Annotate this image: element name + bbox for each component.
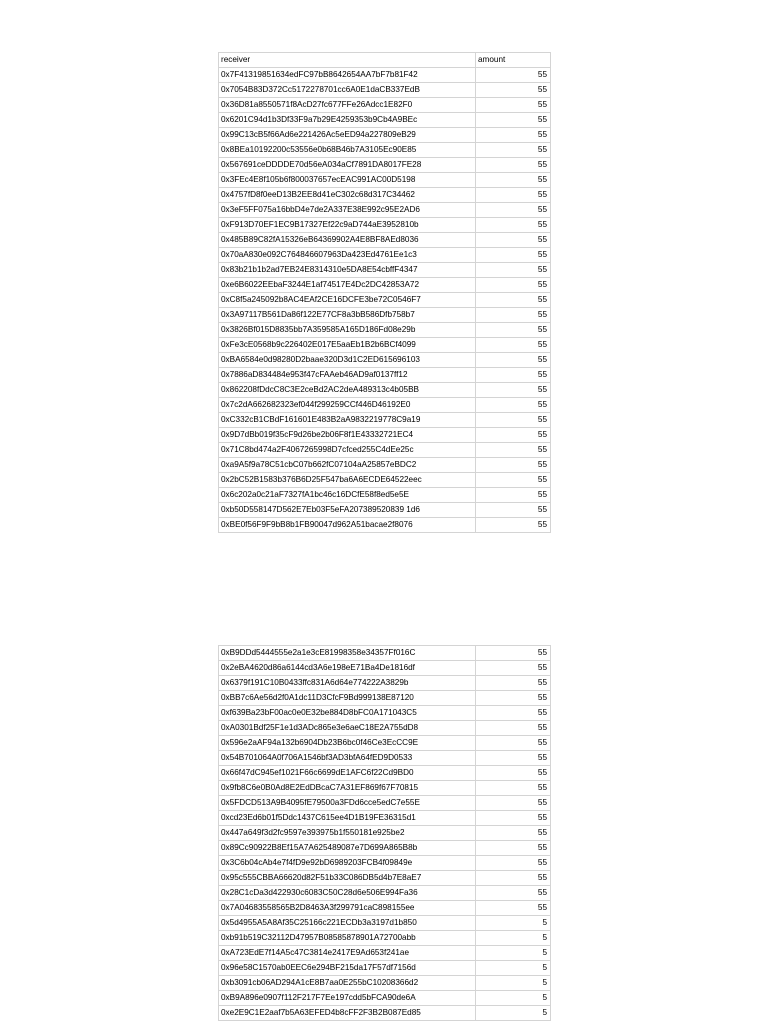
table-row — [219, 946, 551, 961]
receiver-cell[interactable]: 0x485B89C82fA15326eB64369902A4E8BF8AEd8036 — [219, 233, 476, 248]
receiver-cell[interactable]: 0xb50D558147D562E7Eb03F5eFA207389520839 1d6 — [219, 503, 476, 518]
amount-cell[interactable]: 55 — [476, 128, 551, 143]
table-row — [219, 736, 551, 751]
amount-cell[interactable]: 55 — [476, 98, 551, 113]
table-row — [219, 143, 551, 158]
table-row — [219, 278, 551, 293]
receiver-cell[interactable]: 0x66f47dC945ef1021F66c6699dE1AFC6f22Cd9BD0 — [219, 766, 476, 781]
receiver-table-top — [218, 52, 551, 533]
table-row — [219, 706, 551, 721]
table-row — [219, 661, 551, 676]
amount-cell[interactable]: 55 — [476, 158, 551, 173]
amount-cell[interactable]: 5 — [476, 931, 551, 946]
receiver-cell[interactable]: 0x3eF5FF075a16bbD4e7de2A337E38E992c95E2AD6 — [219, 203, 476, 218]
amount-cell[interactable]: 55 — [476, 691, 551, 706]
receiver-cell[interactable]: 0x3826Bf015D8835bb7A359585A165D186Fd08e29b — [219, 323, 476, 338]
table-row — [219, 871, 551, 886]
amount-cell[interactable]: 55 — [476, 736, 551, 751]
receiver-cell[interactable]: 0xe6B6022EEbaF3244E1af74517E4Dc2DC42853A72 — [219, 278, 476, 293]
table-row — [219, 473, 551, 488]
amount-cell[interactable]: 55 — [476, 113, 551, 128]
receiver-cell[interactable]: 0xFe3cE0568b9c226402E017E5aaEb1B2b6BCf4099 — [219, 338, 476, 353]
amount-cell[interactable]: 55 — [476, 826, 551, 841]
amount-cell[interactable]: 5 — [476, 991, 551, 1006]
receiver-cell[interactable]: 0x54B701064A0f706A1546bf3AD3bfA64fED9D0533 — [219, 751, 476, 766]
table-row — [219, 841, 551, 856]
receiver-cell[interactable]: 0xb3091cb06AD294A1cE8B7aa0E255bC10208366d2 — [219, 976, 476, 991]
amount-cell[interactable]: 55 — [476, 443, 551, 458]
receiver-cell[interactable]: 0xf639Ba23bF00ac0e0E32be884D8bFC0A171043C5 — [219, 706, 476, 721]
table-row — [219, 128, 551, 143]
receiver-cell[interactable]: 0x2bC52B1583b376B6D25F547ba6A6ECDE64522eec — [219, 473, 476, 488]
amount-cell[interactable]: 55 — [476, 173, 551, 188]
table-row — [219, 503, 551, 518]
amount-cell[interactable]: 55 — [476, 278, 551, 293]
receiver-cell[interactable]: 0x8BEa10192200c53556e0b68B46b7A3105Ec90E85 — [219, 143, 476, 158]
table-row — [219, 646, 551, 661]
table-row — [219, 68, 551, 83]
amount-cell[interactable]: 55 — [476, 676, 551, 691]
amount-cell[interactable]: 55 — [476, 233, 551, 248]
amount-cell[interactable]: 55 — [476, 751, 551, 766]
receiver-cell[interactable]: 0x71C8bd474a2F4067265998D7cfced255C4dEe25c — [219, 443, 476, 458]
amount-cell[interactable]: 55 — [476, 293, 551, 308]
receiver-cell[interactable]: 0xBA6584e0d98280D2baae320D3d1C2ED615696103 — [219, 353, 476, 368]
table-row — [219, 901, 551, 916]
table-row — [219, 173, 551, 188]
amount-cell[interactable]: 55 — [476, 308, 551, 323]
amount-cell[interactable]: 55 — [476, 518, 551, 533]
receiver-cell[interactable]: 0x4757fD8f0eeD13B2EE8d41eC302c68d317C34462 — [219, 188, 476, 203]
amount-cell[interactable]: 55 — [476, 706, 551, 721]
table-row — [219, 916, 551, 931]
amount-cell[interactable]: 55 — [476, 143, 551, 158]
receiver-cell[interactable]: 0x567691ceDDDDE70d56eA034aCf7891DA8017FE28 — [219, 158, 476, 173]
receiver-cell[interactable]: 0xC332cB1CBdF161601E483B2aA9832219778C9a19 — [219, 413, 476, 428]
amount-cell[interactable]: 5 — [476, 976, 551, 991]
receiver-cell[interactable]: 0x3A97117B561Da86f122E77CF8a3bB586Dfb758b7 — [219, 308, 476, 323]
table-row — [219, 323, 551, 338]
table-row — [219, 766, 551, 781]
receiver-cell[interactable]: 0xF913D70EF1EC9B17327Ef22c9aD744aE3952810b — [219, 218, 476, 233]
header-cell-receiver[interactable]: receiver — [219, 53, 476, 68]
receiver-cell[interactable]: 0x89Cc90922B8Ef15A7A625489087e7D699A865B8b — [219, 841, 476, 856]
amount-cell[interactable]: 55 — [476, 811, 551, 826]
receiver-cell[interactable]: 0x596e2aAF94a132b6904Db23B6bc0f46Ce3EcCC9E — [219, 736, 476, 751]
table-row — [219, 443, 551, 458]
amount-cell[interactable]: 55 — [476, 398, 551, 413]
amount-cell[interactable]: 55 — [476, 458, 551, 473]
table-row — [219, 338, 551, 353]
receiver-cell[interactable]: 0xcd23Ed6b01f5Ddc1437C615ee4D1B19FE36315d1 — [219, 811, 476, 826]
table-row — [219, 796, 551, 811]
receiver-cell[interactable]: 0xe2E9C1E2aaf7b5A63EFED4b8cFF2F3B2B087Ed85 — [219, 1006, 476, 1021]
receiver-cell[interactable]: 0x5FDCD513A9B4095fE79500a3FDd6cce5edC7e55E — [219, 796, 476, 811]
receiver-table-bottom — [218, 645, 551, 1021]
amount-cell[interactable]: 55 — [476, 856, 551, 871]
table-row — [219, 368, 551, 383]
receiver-cell[interactable]: 0x7054B83D372Cc5172278701cc6A0E1daCB337EdB — [219, 83, 476, 98]
table-row — [219, 676, 551, 691]
receiver-cell[interactable]: 0x2eBA4620d86a6144cd3A6e198eE71Ba4De1816df — [219, 661, 476, 676]
table-row — [219, 991, 551, 1006]
amount-cell[interactable]: 55 — [476, 901, 551, 916]
table-row — [219, 233, 551, 248]
receiver-cell[interactable]: 0x70aA830e092C764846607963Da423Ed4761Ee1c3 — [219, 248, 476, 263]
receiver-cell[interactable]: 0x447a649f3d2fc9597e393975b1f550181e925be2 — [219, 826, 476, 841]
receiver-cell[interactable]: 0x6379f191C10B0433ffc831A6d64e774222A3829b — [219, 676, 476, 691]
amount-cell[interactable]: 55 — [476, 248, 551, 263]
table-row — [219, 518, 551, 533]
receiver-cell[interactable]: 0x99C13cB5f66Ad6e221426Ac5eED94a227809eB29 — [219, 128, 476, 143]
table-row — [219, 413, 551, 428]
receiver-cell[interactable]: 0x5d4955A5A8Af35C25166c221ECDb3a3197d1b850 — [219, 916, 476, 931]
receiver-cell[interactable]: 0x7886aD834484e953f47cFAAeb46AD9af0137ff12 — [219, 368, 476, 383]
table-row — [219, 976, 551, 991]
amount-cell[interactable]: 55 — [476, 871, 551, 886]
receiver-cell[interactable]: 0xBE0f56F9F9bB8b1FB90047d962A51bacae2f8076 — [219, 518, 476, 533]
receiver-cell[interactable]: 0xA723EdE7f14A5c47C3814e2417E9Ad653f241ae — [219, 946, 476, 961]
amount-cell[interactable]: 55 — [476, 68, 551, 83]
receiver-cell[interactable]: 0xBB7c6Ae56d2f0A1dc11D3CfcF9Bd999138E87120 — [219, 691, 476, 706]
table-row — [219, 383, 551, 398]
table-row — [219, 826, 551, 841]
receiver-cell[interactable]: 0x862208fDdcC8C3E2ceBd2AC2deA489313c4b05BB — [219, 383, 476, 398]
table-row — [219, 158, 551, 173]
header-row — [219, 53, 551, 68]
amount-cell[interactable]: 55 — [476, 488, 551, 503]
amount-cell[interactable]: 55 — [476, 188, 551, 203]
table-row — [219, 691, 551, 706]
amount-cell[interactable]: 55 — [476, 766, 551, 781]
table-row — [219, 961, 551, 976]
table-body — [219, 53, 551, 533]
header-cell-amount[interactable]: amount — [476, 53, 551, 68]
table-row — [219, 353, 551, 368]
receiver-cell[interactable]: 0x95c555CBBA66620d82F51b33C086DB5d4b7E8aE7 — [219, 871, 476, 886]
table-row — [219, 263, 551, 278]
receiver-cell[interactable]: 0xa9A5f9a78C51cbC07b662fC07104aA25857eBDC2 — [219, 458, 476, 473]
receiver-cell[interactable]: 0xB9DDd5444555e2a1e3cE81998358e34357Ff016C — [219, 646, 476, 661]
amount-cell[interactable]: 55 — [476, 338, 551, 353]
receiver-cell[interactable]: 0x96e58C1570ab0EEC6e294BF215da17F57df7156d — [219, 961, 476, 976]
amount-cell[interactable]: 5 — [476, 946, 551, 961]
table-row — [219, 886, 551, 901]
table-row — [219, 398, 551, 413]
amount-cell[interactable]: 55 — [476, 383, 551, 398]
receiver-cell[interactable]: 0xb91b519C32112D47957B08585878901A72700abb — [219, 931, 476, 946]
receiver-cell[interactable]: 0x9fb8C6e0B0Ad8E2EdDBcaC7A31EF869f67F70815 — [219, 781, 476, 796]
amount-cell[interactable]: 55 — [476, 503, 551, 518]
receiver-cell[interactable]: 0x7A04683558565B2D8463A3f299791caC898155ee — [219, 901, 476, 916]
amount-cell[interactable]: 55 — [476, 353, 551, 368]
receiver-cell[interactable]: 0x36D81a8550571f8AcD27fc677FFe26Adcc1E82F0 — [219, 98, 476, 113]
table-row — [219, 98, 551, 113]
receiver-cell[interactable]: 0xB9A896e0907f112F217F7Ee197cdd5bFCA90de6A — [219, 991, 476, 1006]
table-row — [219, 113, 551, 128]
receiver-cell[interactable]: 0x6c202a0c21aF7327fA1bc46c16DCfE58f8ed5e5E — [219, 488, 476, 503]
receiver-cell[interactable]: 0x3FEc4E8f105b6f800037657ecEAC991AC00D5198 — [219, 173, 476, 188]
amount-cell[interactable]: 55 — [476, 323, 551, 338]
table-row — [219, 218, 551, 233]
amount-cell[interactable]: 55 — [476, 263, 551, 278]
table-body — [219, 646, 551, 1021]
amount-cell[interactable]: 55 — [476, 841, 551, 856]
amount-cell[interactable]: 5 — [476, 1006, 551, 1021]
amount-cell[interactable]: 5 — [476, 961, 551, 976]
table-row — [219, 83, 551, 98]
table-row — [219, 458, 551, 473]
table-row — [219, 1006, 551, 1021]
amount-cell[interactable]: 55 — [476, 646, 551, 661]
amount-cell[interactable]: 55 — [476, 428, 551, 443]
table-row — [219, 931, 551, 946]
receiver-cell[interactable]: 0x83b21b1b2ad7EB24E8314310e5DA8E54cbffF4347 — [219, 263, 476, 278]
table-row — [219, 308, 551, 323]
amount-cell[interactable]: 55 — [476, 661, 551, 676]
amount-cell[interactable]: 55 — [476, 886, 551, 901]
receiver-cell[interactable]: 0x7F41319851634edFC97bB8642654AA7bF7b81F42 — [219, 68, 476, 83]
table-row — [219, 428, 551, 443]
table-row — [219, 721, 551, 736]
table-row — [219, 203, 551, 218]
table-row — [219, 248, 551, 263]
table-row — [219, 488, 551, 503]
amount-cell[interactable]: 55 — [476, 721, 551, 736]
table-row — [219, 293, 551, 308]
table-row — [219, 811, 551, 826]
table-row — [219, 751, 551, 766]
receiver-cell[interactable]: 0x9D7dBb019f35cF9d26be2b06F8f1E43332721EC4 — [219, 428, 476, 443]
receiver-cell[interactable]: 0xA0301Bdf25F1e1d3ADc865e3e6aeC18E2A755dD8 — [219, 721, 476, 736]
table-row — [219, 856, 551, 871]
amount-cell[interactable]: 5 — [476, 916, 551, 931]
amount-cell[interactable]: 55 — [476, 83, 551, 98]
receiver-cell[interactable]: 0xC8f5a245092b8AC4EAf2CE16DCFE3be72C0546F7 — [219, 293, 476, 308]
amount-cell[interactable]: 55 — [476, 796, 551, 811]
table-row — [219, 781, 551, 796]
receiver-cell[interactable]: 0x6201C94d1b3Df33F9a7b29E4259353b9Cb4A9BEc — [219, 113, 476, 128]
receiver-cell[interactable]: 0x7c2dA662682323ef044f299259CCf446D46192E0 — [219, 398, 476, 413]
table-row — [219, 188, 551, 203]
amount-cell[interactable]: 55 — [476, 413, 551, 428]
amount-cell[interactable]: 55 — [476, 368, 551, 383]
receiver-cell[interactable]: 0x3C6b04cAb4e7f4fD9e92bD6989203FCB4f09849e — [219, 856, 476, 871]
receiver-cell[interactable]: 0x28C1cDa3d422930c6083C50C28d6e506E994Fa36 — [219, 886, 476, 901]
amount-cell[interactable]: 55 — [476, 781, 551, 796]
amount-cell[interactable]: 55 — [476, 473, 551, 488]
amount-cell[interactable]: 55 — [476, 218, 551, 233]
amount-cell[interactable]: 55 — [476, 203, 551, 218]
